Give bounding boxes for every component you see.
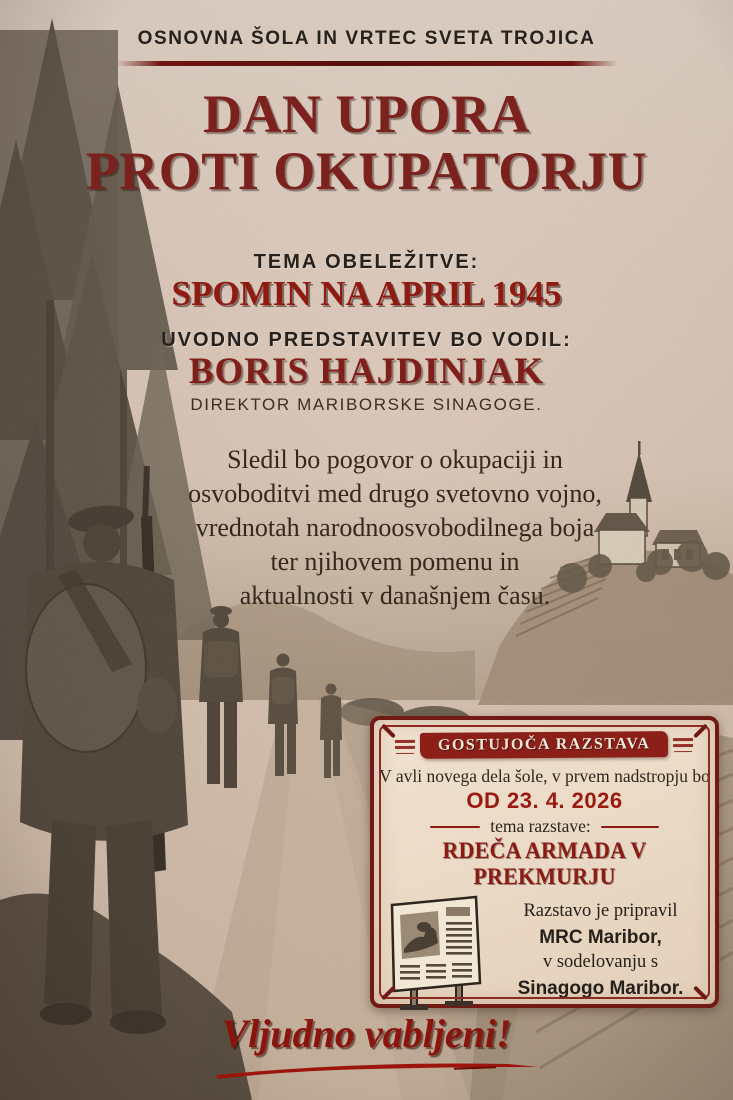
closing-message: Vljudno vabljeni! — [221, 1011, 512, 1056]
topic-dash-left — [430, 826, 480, 828]
corner-ornament — [381, 724, 396, 739]
theme-label: TEMA OBELEŽITVE: — [253, 251, 480, 273]
exhibition-location: V avli novega dela šole, v prvem nadstropju bo — [379, 766, 710, 786]
description-line: aktualnosti v današnjem času. — [239, 581, 551, 610]
description-line: vrednotah narodnoosvobodilnega boja — [195, 513, 595, 542]
topic-label-row — [374, 816, 715, 837]
event-description — [160, 443, 630, 613]
title-line-1: DAN UPORA — [203, 84, 530, 144]
theme-value: SPOMIN NA APRIL 1945 — [171, 274, 562, 313]
intro-label: UVODNO PREDSTAVITEV BO VODIL: — [161, 329, 572, 351]
description-line: osvoboditvi med drugo svetovno vojno, — [188, 479, 602, 508]
exhibition-topic: RDEČA ARMADA V PREKMURJU — [442, 838, 647, 889]
speaker-name: BORIS HAJDINJAK — [188, 351, 545, 392]
exhibition-badge: GOSTUJOČA RAZSTAVA — [420, 731, 669, 759]
exhibition-board-illustration — [384, 893, 494, 1017]
description-line: Sledil bo pogovor o okupaciji in — [227, 445, 563, 474]
corner-ornament — [693, 724, 708, 739]
exhibition-card — [370, 716, 719, 1008]
topic-label: tema razstave: — [490, 816, 591, 836]
credit-conjunction: v sodelovanju s — [542, 952, 659, 972]
header-divider — [116, 61, 618, 66]
topic-dash-right — [601, 826, 659, 828]
description-line: ter njihovem pomenu in — [270, 547, 520, 576]
speaker-role: DIREKTOR MARIBORSKE SINAGOGE. — [190, 395, 543, 414]
exhibition-credits — [494, 899, 707, 1017]
credit-org-mrc: MRC Maribor, — [539, 926, 662, 948]
title-line-2: PROTI OKUPATORJU — [85, 141, 648, 201]
poster-title — [0, 86, 733, 200]
school-name: OSNOVNA ŠOLA IN VRTEC SVETA TROJICA — [137, 28, 596, 49]
closing-underline-brush — [212, 1058, 542, 1080]
exhibition-content-row — [374, 893, 715, 1017]
credit-intro: Razstavo je pripravil — [523, 901, 678, 921]
exhibition-date: OD 23. 4. 2026 — [466, 788, 623, 813]
credit-org-sinagoga: Sinagogo Maribor. — [517, 977, 684, 999]
